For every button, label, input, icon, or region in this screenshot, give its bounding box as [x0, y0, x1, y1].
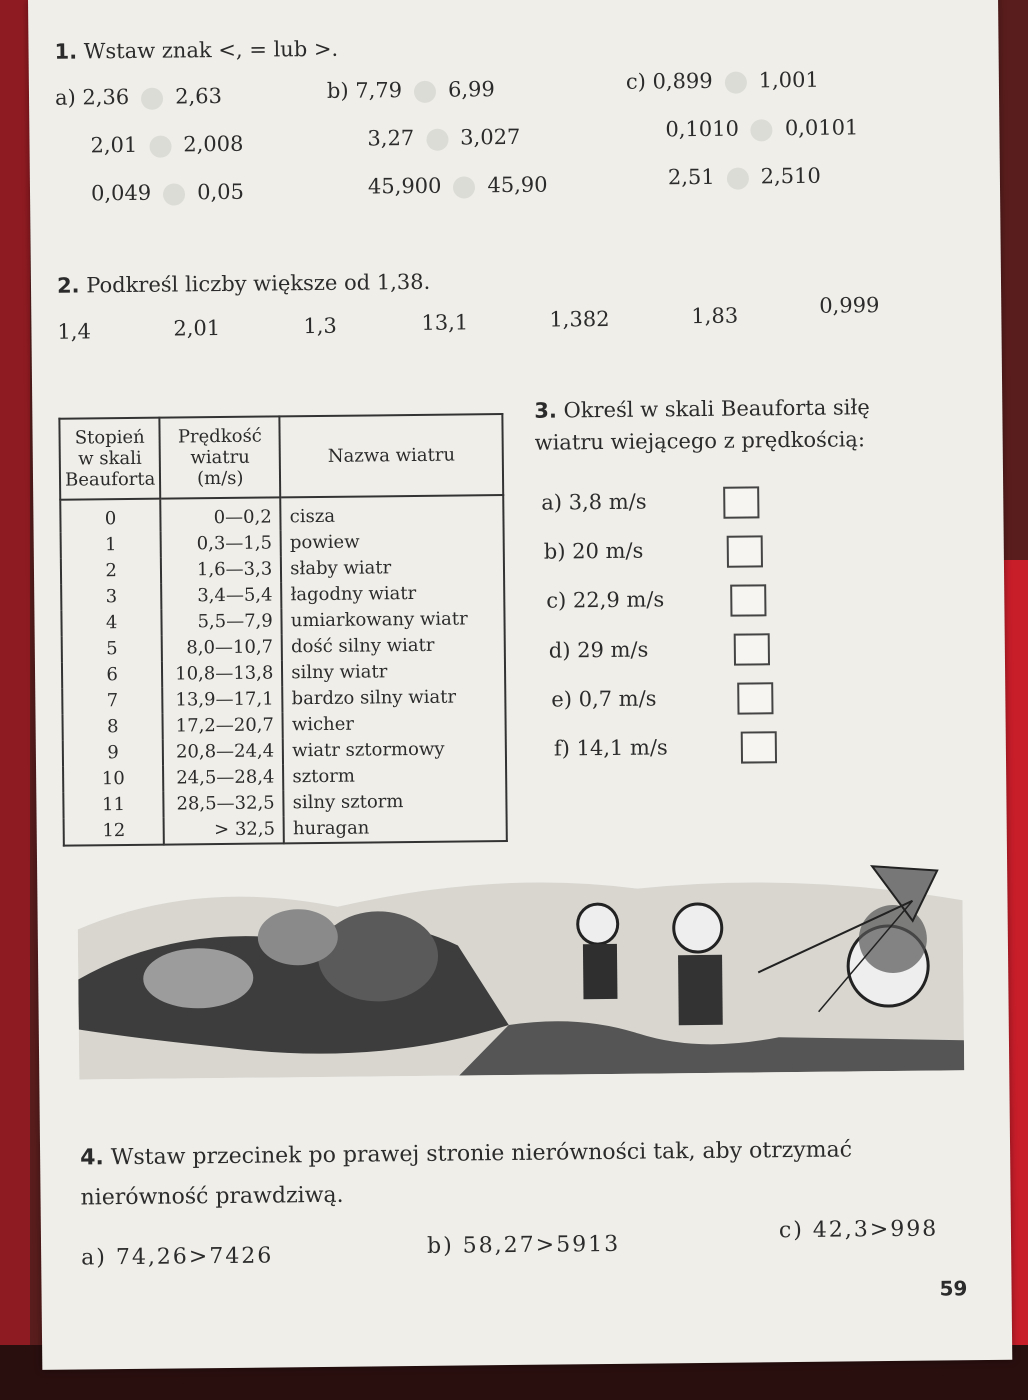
table-row [61, 606, 504, 637]
task2-number[interactable]: 2,01 [173, 316, 221, 341]
table-row [63, 736, 506, 767]
beaufort-degree: 11 [63, 792, 164, 819]
wind-illustration [77, 860, 964, 1079]
task2-number[interactable]: 1,4 [57, 319, 92, 344]
answer-dot[interactable] [751, 119, 773, 141]
task3-heading: 3. Określ w skali Beauforta siłę [534, 395, 870, 423]
table-row [64, 814, 507, 846]
wind-speed: 10,8—13,8 [162, 660, 282, 687]
task4-line1: Wstaw przecinek po prawej stronie nierówności tak, aby otrzymać [110, 1137, 853, 1171]
table-header: Stopień w skali Beauforta [59, 418, 160, 500]
task1-b-row3: 45,900 45,90 [367, 172, 548, 199]
task1-heading: 1. Wstaw znak <, = lub >. [54, 36, 339, 64]
task2-heading: 2. Podkreśl liczby większe od 1,38. [56, 269, 431, 298]
beaufort-table [58, 413, 507, 847]
wind-name: cisza [281, 495, 504, 530]
wind-speed: 20,8—24,4 [163, 738, 283, 765]
wind-speed: 13,9—17,1 [162, 686, 282, 713]
wind-name: silny sztorm [284, 788, 507, 816]
wind-speed: 1,6—3,3 [161, 556, 281, 583]
task4-item-c: c) 42,3>998 [778, 1216, 939, 1244]
task3-line1: Określ w skali Beauforta siłę [563, 395, 870, 423]
task3-item: c) 22,9 m/s [546, 587, 665, 613]
answer-dot[interactable] [149, 135, 171, 157]
wind-name: słaby wiatr [281, 554, 504, 582]
answer-dot[interactable] [426, 128, 448, 150]
answer-dot[interactable] [163, 183, 185, 205]
task1-b-row2: 3,27 3,027 [367, 124, 521, 151]
beaufort-degree: 12 [64, 818, 165, 846]
wind-name: huragan [284, 814, 507, 843]
task2-number[interactable]: 1,3 [303, 313, 337, 339]
task1-c-label: c) [625, 69, 646, 94]
answer-dot[interactable] [141, 87, 163, 109]
task2-number[interactable]: 1,382 [549, 306, 610, 332]
wind-name: dość silny wiatr [282, 632, 505, 660]
beaufort-table-body [60, 495, 507, 846]
beaufort-degree: 8 [62, 714, 163, 741]
task4-item-b: b) 58,27>5913 [426, 1231, 621, 1259]
answer-dot[interactable] [453, 176, 475, 198]
task2-instruction: Podkreśl liczby większe od 1,38. [86, 269, 431, 298]
beaufort-degree: 7 [62, 688, 163, 715]
wind-name: sztorm [283, 762, 506, 790]
workbook-page [28, 0, 1012, 1370]
task4-heading: 4. Wstaw przecinek po prawej stronie nierówności tak, aby otrzymać [79, 1137, 853, 1171]
task2-number[interactable]: 1,83 [691, 303, 739, 329]
beaufort-degree: 1 [61, 532, 162, 559]
wind-speed: 5,5—7,9 [162, 608, 282, 635]
task1-c-row2: 0,1010 0,0101 [665, 115, 859, 142]
table-row [60, 495, 503, 533]
wind-name: wicher [283, 710, 506, 738]
task1-b-row1: b) 7,79 6,99 [326, 77, 495, 103]
answer-box[interactable] [727, 535, 763, 567]
wind-speed: 8,0—10,7 [162, 634, 282, 661]
beaufort-degree: 5 [62, 636, 163, 663]
wind-speed: 17,2—20,7 [163, 712, 283, 739]
answer-box[interactable] [734, 633, 770, 665]
wind-speed: 24,5—28,4 [163, 764, 283, 791]
beaufort-degree: 4 [61, 610, 162, 637]
task3-item: e) 0,7 m/s [551, 686, 657, 712]
beaufort-degree: 0 [60, 499, 161, 533]
task3-item: d) 29 m/s [548, 637, 649, 663]
wind-speed: 0,3—1,5 [161, 530, 281, 557]
answer-dot[interactable] [414, 80, 436, 102]
wind-speed: 3,4—5,4 [161, 582, 281, 609]
task1-c-row1: c) 0,899 1,001 [625, 67, 819, 94]
wind-speed: 28,5—32,5 [164, 790, 284, 817]
task3-item: f) 14,1 m/s [553, 735, 668, 761]
wind-name: powiew [281, 528, 504, 556]
task1-a-row2: 2,01 2,008 [90, 131, 244, 158]
page-number: 59 [939, 1276, 968, 1301]
beaufort-degree: 3 [61, 584, 162, 611]
wind-speed: 0—0,2 [161, 497, 281, 531]
beaufort-degree: 9 [63, 740, 164, 767]
task3-item: a) 3,8 m/s [541, 489, 647, 515]
beaufort-degree: 10 [63, 766, 164, 793]
wind-name: łagodny wiatr [281, 580, 504, 608]
task1-c-row3: 2,51 2,510 [667, 163, 821, 190]
task2-number[interactable]: 0,999 [819, 293, 880, 318]
task1-a-row1: a) 2,36 2,63 [54, 83, 223, 110]
table-header: Nazwa wiatru [280, 414, 504, 497]
wind-name: umiarkowany wiatr [282, 606, 505, 634]
wind-name: bardzo silny wiatr [282, 684, 505, 712]
task2-number[interactable]: 13,1 [421, 310, 469, 335]
task1-a-label: a) [54, 85, 76, 110]
answer-dot[interactable] [727, 167, 749, 189]
beaufort-degree: 2 [61, 558, 162, 585]
answer-dot[interactable] [725, 71, 747, 93]
wind-name: silny wiatr [282, 658, 505, 686]
answer-box[interactable] [730, 584, 766, 616]
background-fabric-left [0, 0, 30, 1400]
task1-instruction: Wstaw znak <, = lub >. [83, 36, 339, 64]
answer-box[interactable] [741, 731, 777, 763]
table-header: Prędkość wiatru (m/s) [160, 416, 281, 498]
table-row [62, 684, 505, 715]
beaufort-degree: 6 [62, 662, 163, 689]
wind-name: wiatr sztormowy [283, 736, 506, 764]
task3-item: b) 20 m/s [543, 538, 644, 564]
task4-item-a: a) 74,26>7426 [81, 1243, 274, 1271]
task4-line2: nierówność prawdziwą. [80, 1182, 344, 1211]
wind-speed: > 32,5 [164, 816, 284, 844]
answer-box[interactable] [737, 682, 773, 714]
task1-a-row3: 0,049 0,05 [90, 179, 245, 206]
task1-b-label: b) [326, 78, 349, 103]
answer-box[interactable] [723, 486, 759, 518]
task3-line2: wiatru wiejącego z prędkością: [534, 427, 866, 455]
